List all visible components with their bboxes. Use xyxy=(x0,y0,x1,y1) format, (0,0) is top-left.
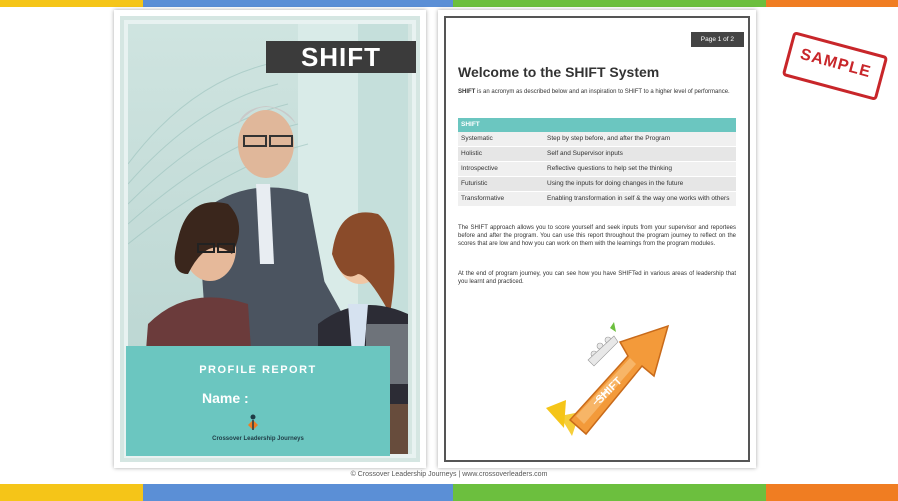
profile-panel xyxy=(126,346,390,456)
row-desc: Using the inputs for doing changes in the future xyxy=(547,180,684,187)
name-label: Name : xyxy=(202,390,249,406)
row-desc: Step by step before, and after the Program xyxy=(547,135,671,142)
row-term: Futuristic xyxy=(461,180,488,187)
row-desc: Reflective questions to help set the thinking xyxy=(547,165,673,172)
document-title: Welcome to the SHIFT System xyxy=(458,64,660,80)
table-row xyxy=(458,132,736,147)
row-term: Systematic xyxy=(461,135,493,142)
row-desc: Self and Supervisor inputs xyxy=(547,150,623,157)
rocket-label: SHIFT xyxy=(593,375,625,407)
table-row xyxy=(458,147,736,162)
intro-rest: is an acronym as described below and an inspiration to SHIFT to a higher level of performance. xyxy=(475,89,730,95)
top-color-bar xyxy=(0,0,898,7)
row-term: Introspective xyxy=(461,165,498,172)
row-desc: Enabling transformation in self & the way one works with others xyxy=(547,195,730,202)
intro-text xyxy=(458,88,736,96)
shift-table xyxy=(458,118,736,207)
cover-page xyxy=(114,10,426,468)
paragraph-approach: The SHIFT approach allows you to score yourself and seek inputs from your supervisor and reportees before and after the program. You can use this report throughout the program journey to reflect on the scores that are low and how you can work on them with the learnings from the program modules. xyxy=(458,225,736,247)
footer-text: © Crossover Leadership Journeys | www.crossoverleaders.com xyxy=(350,471,548,478)
page-badge: Page 1 of 2 xyxy=(691,32,744,47)
cover-title: SHIFT xyxy=(266,41,416,73)
rocket-arrow-illustration xyxy=(536,308,676,448)
table-row xyxy=(458,192,736,207)
paragraph-end: At the end of program journey, you can see how you have SHIFTed in various areas of leadership that you learnt and practiced. xyxy=(458,271,736,285)
table-row xyxy=(458,162,736,177)
sample-stamp: SAMPLE xyxy=(782,31,889,101)
row-term: Transformative xyxy=(461,195,505,202)
intro-bold: SHIFT xyxy=(458,89,476,95)
profile-report-label: PROFILE REPORT xyxy=(199,364,317,376)
bottom-color-bar xyxy=(0,484,898,501)
crossover-logo-icon xyxy=(246,414,260,430)
logo-text: Crossover Leadership Journeys xyxy=(212,436,304,442)
row-term: Holistic xyxy=(461,150,482,157)
table-header: SHIFT xyxy=(458,118,736,132)
document-page xyxy=(438,10,756,468)
table-row xyxy=(458,177,736,192)
